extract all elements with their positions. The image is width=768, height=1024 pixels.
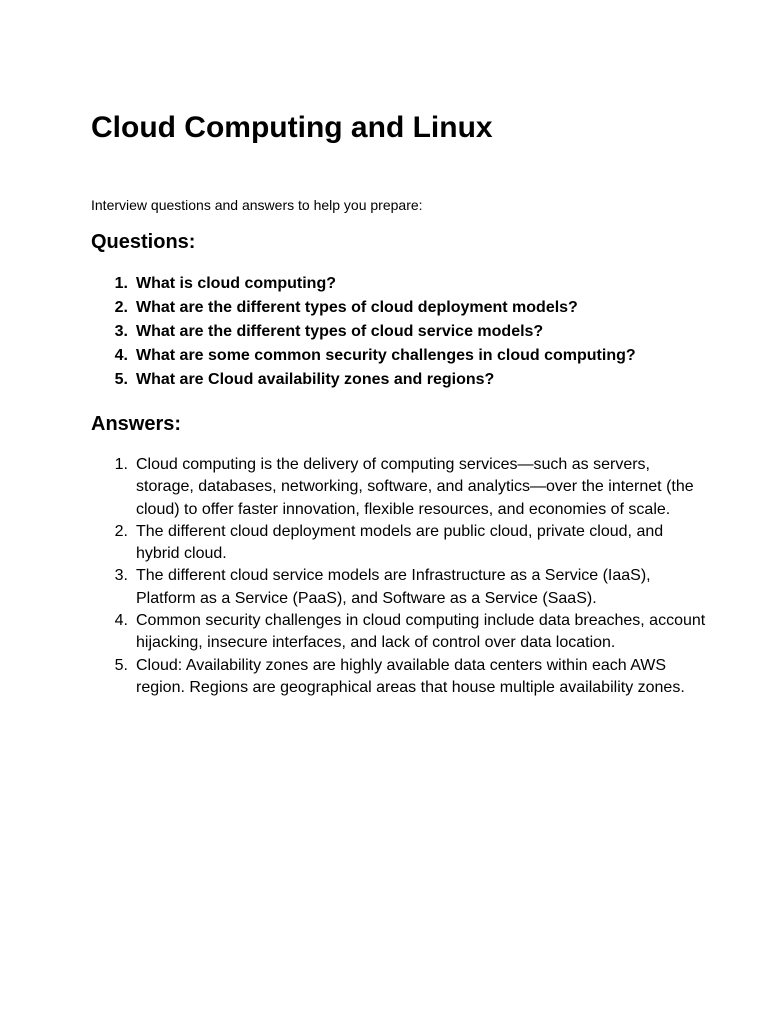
answer-text: The different cloud deployment models are public cloud, private cloud, and hybrid cloud.	[136, 522, 664, 563]
question-item	[91, 320, 708, 344]
answer-text: Cloud: Availability zones are highly available data centers within each AWS region. Regions are geographical areas that house multiple availability zones.	[136, 656, 685, 696]
question-item	[91, 344, 708, 368]
answer-text: Common security challenges in cloud computing include data breaches, account hijacking, insecure interfaces, and lack of control over data location.	[136, 612, 706, 652]
question-number: 2.	[114, 299, 128, 316]
answer-number: 4.	[114, 612, 128, 630]
question-number: 1.	[114, 275, 128, 292]
intro-text: Interview questions and answers to help you prepare:	[91, 197, 423, 213]
question-text: What is cloud computing?	[136, 275, 336, 292]
question-number: 5.	[114, 371, 128, 388]
answer-number: 3.	[114, 567, 128, 585]
answer-item	[91, 521, 708, 566]
questions-heading: Questions:	[91, 231, 196, 253]
question-item	[91, 272, 708, 296]
answer-item	[91, 454, 708, 521]
question-text: What are some common security challenges in cloud computing?	[136, 347, 636, 364]
question-item	[91, 296, 708, 320]
answers-list	[91, 454, 708, 699]
answer-text: The different cloud service models are Infrastructure as a Service (IaaS), Platform as a Service (PaaS), and Software as a Service (SaaS).	[136, 567, 651, 607]
answer-number: 1.	[114, 456, 128, 473]
answer-number: 2.	[114, 522, 128, 540]
page-title: Cloud Computing and Linux	[91, 111, 493, 144]
answer-number: 5.	[114, 656, 128, 674]
question-text: What are Cloud availability zones and regions?	[136, 371, 495, 388]
questions-list	[91, 272, 708, 392]
question-text: What are the different types of cloud service models?	[136, 323, 544, 340]
question-text: What are the different types of cloud deployment models?	[136, 299, 578, 316]
answer-text: Cloud computing is the delivery of computing services—such as servers, storage, databases, networking, software, and analytics—over the internet (the cloud) to offer faster innovation, flexible resources, and economies of scale.	[136, 456, 694, 518]
answers-heading: Answers:	[91, 413, 182, 435]
answer-item	[91, 655, 708, 700]
question-number: 3.	[114, 323, 128, 340]
question-item	[91, 368, 708, 392]
answer-item	[91, 565, 708, 610]
question-number: 4.	[114, 347, 128, 364]
answer-item	[91, 610, 708, 655]
